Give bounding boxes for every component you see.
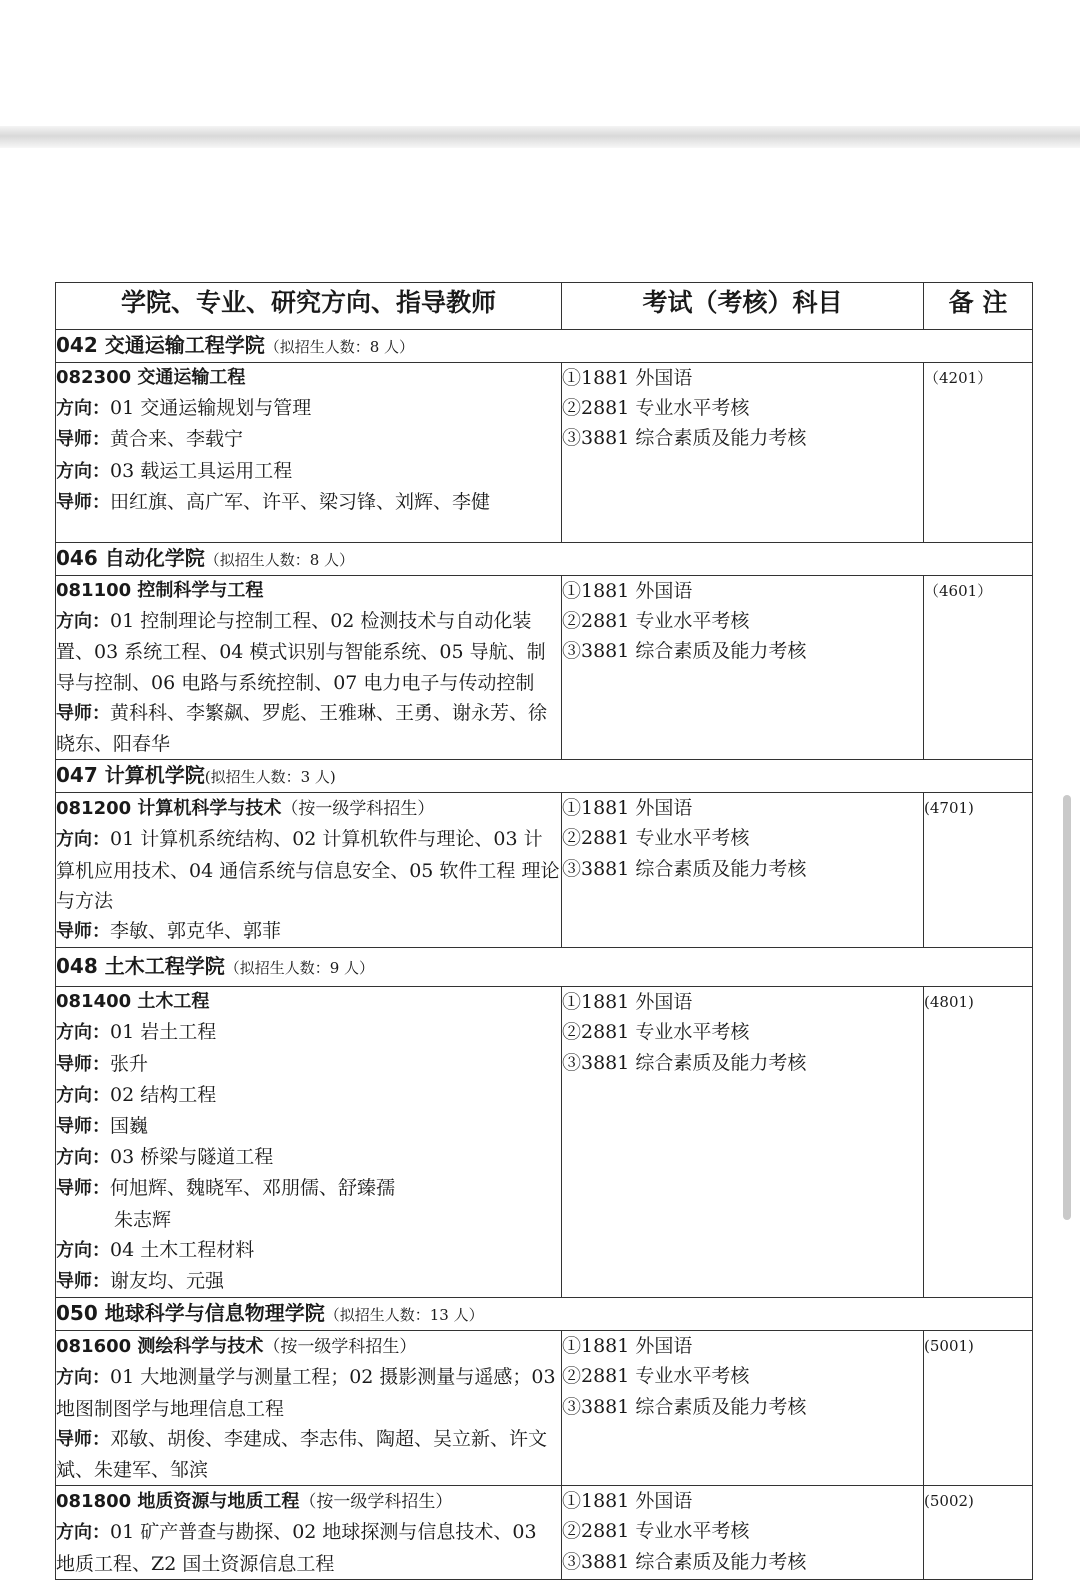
direction-text: 01 计算机系统结构、02 计算机软件与理论、03 计算机应用技术、04 通信系统与信息安全、05 软件工程 理论与方法 bbox=[56, 828, 560, 912]
direction-text: 03 桥梁与隧道工程 bbox=[110, 1146, 274, 1169]
college-title: 046 自动化学院 bbox=[56, 546, 205, 570]
college-row bbox=[56, 330, 1033, 363]
exam-subject: ②2881 专业水平考核 bbox=[562, 1365, 750, 1388]
exam-subject: ①1881 外国语 bbox=[562, 367, 693, 389]
direction-label: 方向： bbox=[56, 1022, 110, 1044]
advisor-text: 黄合来、李载宁 bbox=[110, 428, 244, 451]
direction-text: 03 载运工具运用工程 bbox=[110, 459, 293, 482]
advisor-label: 导师： bbox=[56, 429, 110, 451]
direction-label: 方向： bbox=[56, 460, 110, 482]
college-row bbox=[56, 1298, 1033, 1331]
major-row bbox=[56, 793, 1033, 948]
table-header-row bbox=[56, 283, 1033, 330]
direction-text: 04 土木工程材料 bbox=[110, 1238, 255, 1261]
advisor-text-continued: 朱志辉 bbox=[114, 1208, 172, 1231]
college-quota: （拟招生人数：8 人） bbox=[264, 338, 415, 356]
exam-subject: ①1881 外国语 bbox=[562, 1335, 693, 1358]
direction-label: 方向： bbox=[56, 1522, 110, 1544]
major-row bbox=[56, 987, 1033, 1298]
advisor-label: 导师： bbox=[56, 1116, 110, 1138]
header-remarks: 备 注 bbox=[924, 283, 1033, 330]
exam-subject: ②2881 专业水平考核 bbox=[562, 1520, 750, 1543]
exam-subject: ①1881 外国语 bbox=[562, 991, 693, 1014]
advisor-label: 导师： bbox=[56, 1178, 110, 1200]
exam-subject: ③3881 综合素质及能力考核 bbox=[562, 857, 807, 880]
exam-subject: ③3881 综合素质及能力考核 bbox=[562, 640, 807, 663]
advisor-text: 张升 bbox=[110, 1052, 149, 1075]
advisor-label: 导师： bbox=[56, 921, 110, 943]
advisor-label: 导师： bbox=[56, 1428, 110, 1450]
college-quota: （拟招生人数：13 人） bbox=[324, 1306, 484, 1325]
exam-subject: ①1881 外国语 bbox=[562, 1490, 693, 1513]
college-quota: （拟招生人数：8 人） bbox=[204, 551, 355, 569]
major-name: 081200 计算机科学与技术 bbox=[56, 798, 282, 820]
exam-subject: ③3881 综合素质及能力考核 bbox=[562, 1051, 807, 1074]
college-title: 042 交通运输工程学院 bbox=[56, 333, 265, 357]
direction-label: 方向： bbox=[56, 1147, 110, 1169]
remark-code: (4801) bbox=[924, 987, 1033, 1298]
advisor-label: 导师： bbox=[56, 702, 110, 724]
advisor-label: 导师： bbox=[56, 1271, 110, 1293]
exam-subject: ②2881 专业水平考核 bbox=[562, 610, 750, 633]
exam-subject: ②2881 专业水平考核 bbox=[562, 397, 750, 420]
advisor-label: 导师： bbox=[56, 1053, 110, 1075]
exam-subject: ①1881 外国语 bbox=[562, 797, 693, 820]
exam-subject: ③3881 综合素质及能力考核 bbox=[562, 427, 807, 450]
admission-table bbox=[55, 282, 1033, 1580]
advisor-text: 田红旗、高广军、许平、梁习锋、刘辉、李健 bbox=[110, 490, 491, 513]
direction-text: 01 岩土工程 bbox=[110, 1021, 217, 1044]
direction-label: 方向： bbox=[56, 829, 110, 851]
direction-label: 方向： bbox=[56, 1367, 110, 1389]
remark-code: （4201） bbox=[924, 363, 1033, 543]
exam-subject: ③3881 综合素质及能力考核 bbox=[562, 1550, 807, 1573]
advisor-text: 何旭辉、魏晓军、邓朋儒、舒臻孺 bbox=[110, 1177, 396, 1200]
college-row bbox=[56, 543, 1033, 576]
advisor-text: 谢友均、元强 bbox=[110, 1270, 225, 1293]
major-enrollment-note: （按一级学科招生） bbox=[299, 1492, 453, 1513]
major-name: 081600 测绘科学与技术 bbox=[56, 1336, 264, 1358]
major-name: 081800 地质资源与地质工程 bbox=[56, 1491, 300, 1513]
direction-text: 01 矿产普查与勘探、02 地球探测与信息技术、03 地质工程、Z2 国土资源信息工程 bbox=[56, 1521, 537, 1575]
major-name: 082300 交通运输工程 bbox=[56, 367, 246, 388]
college-title: 048 土木工程学院 bbox=[56, 954, 225, 979]
major-name: 081400 土木工程 bbox=[56, 991, 210, 1013]
scrollbar-thumb[interactable] bbox=[1063, 795, 1071, 1220]
direction-label: 方向： bbox=[56, 611, 110, 633]
college-title: 047 计算机学院 bbox=[56, 763, 205, 788]
advisor-text: 邓敏、胡俊、李建成、李志伟、陶超、吴立新、许文斌、朱建军、邹滨 bbox=[56, 1427, 548, 1482]
college-title: 050 地球科学与信息物理学院 bbox=[56, 1301, 325, 1326]
advisor-text: 黄科科、李繁飙、罗彪、王雅琳、王勇、谢永芳、徐晓东、阳春华 bbox=[56, 701, 548, 756]
exam-subject: ①1881 外国语 bbox=[562, 580, 693, 602]
remark-code: (4701) bbox=[924, 793, 1033, 948]
major-row bbox=[56, 1331, 1033, 1486]
remark-code: (5001) bbox=[924, 1331, 1033, 1486]
exam-subject: ②2881 专业水平考核 bbox=[562, 827, 750, 850]
direction-text: 01 控制理论与控制工程、02 检测技术与自动化装置、03 系统工程、04 模式识别与智能系统、05 导航、制导与控制、06 电路与系统控制、07 电力电子与传动控制 bbox=[56, 610, 546, 694]
direction-label: 方向： bbox=[56, 1239, 110, 1261]
remark-code: (5002) bbox=[924, 1486, 1033, 1580]
exam-subject: ②2881 专业水平考核 bbox=[562, 1021, 750, 1044]
major-name: 081100 控制科学与工程 bbox=[56, 580, 264, 601]
direction-text: 01 大地测量学与测量工程；02 摄影测量与遥感；03 地图制图学与地理信息工程 bbox=[56, 1366, 556, 1420]
direction-text: 01 交通运输规划与管理 bbox=[110, 397, 312, 420]
college-row bbox=[56, 760, 1033, 793]
major-row bbox=[56, 576, 1033, 760]
advisor-text: 国巍 bbox=[110, 1115, 149, 1138]
advisor-label: 导师： bbox=[56, 491, 110, 513]
college-quota: (拟招生人数：3 人) bbox=[204, 768, 336, 787]
header-exam-subjects: 考试（考核）科目 bbox=[562, 283, 924, 330]
header-college-major: 学院、专业、研究方向、指导教师 bbox=[56, 283, 562, 330]
major-enrollment-note: （按一级学科招生） bbox=[263, 1337, 417, 1358]
college-row bbox=[56, 948, 1033, 987]
remark-code: （4601） bbox=[924, 576, 1033, 760]
top-shadow-band bbox=[0, 126, 1080, 148]
major-row bbox=[56, 363, 1033, 543]
direction-text: 02 结构工程 bbox=[110, 1083, 217, 1106]
college-quota: （拟招生人数：9 人） bbox=[224, 959, 375, 978]
exam-subject: ③3881 综合素质及能力考核 bbox=[562, 1395, 807, 1418]
advisor-text: 李敏、郭克华、郭菲 bbox=[110, 920, 282, 943]
major-enrollment-note: （按一级学科招生） bbox=[281, 799, 435, 820]
direction-label: 方向： bbox=[56, 398, 110, 420]
direction-label: 方向： bbox=[56, 1084, 110, 1106]
